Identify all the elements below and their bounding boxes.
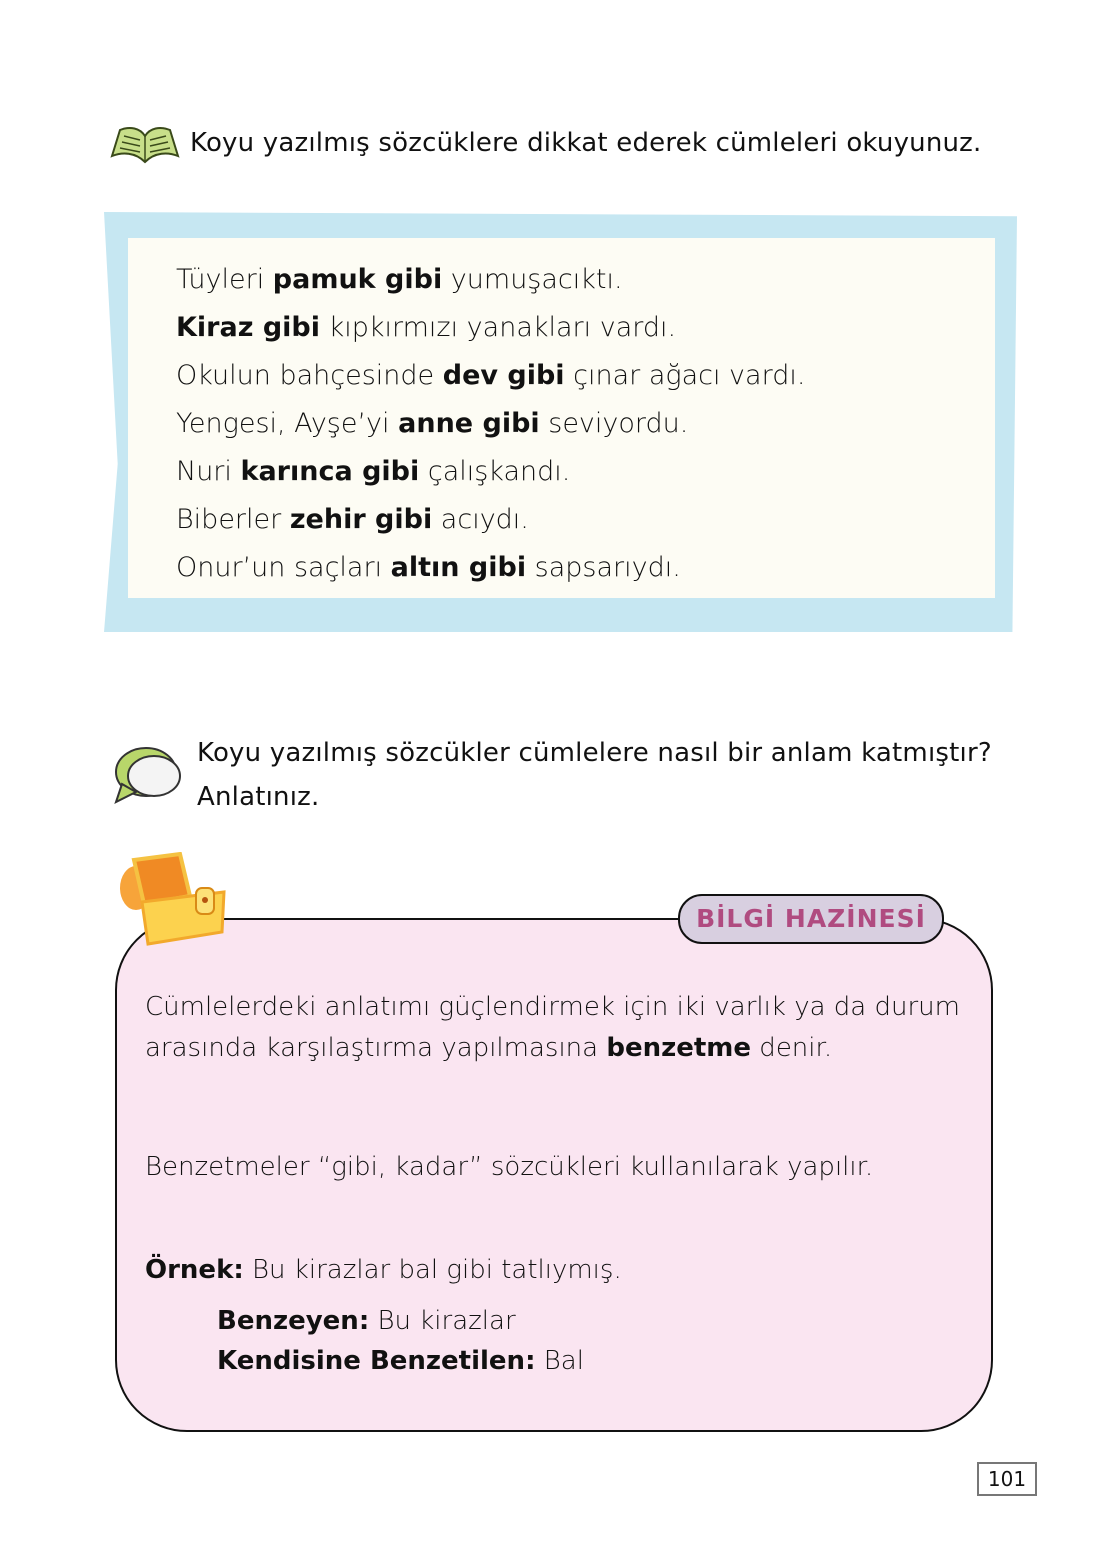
text: kıpkırmızı yanakları vardı. <box>320 312 677 343</box>
page-number: 101 <box>977 1462 1037 1496</box>
text: Biberler <box>176 504 290 535</box>
definition-line-1: Cümlelerdeki anlatımı güçlendirmek için iki varlık ya da durum <box>145 992 960 1022</box>
example-label: Örnek: <box>145 1255 244 1285</box>
text: arasında karşılaştırma yapılmasına <box>145 1033 607 1063</box>
text: acıydı. <box>432 504 529 535</box>
example-text: Bu kirazlar bal gibi tatlıymış. <box>243 1255 622 1285</box>
bold-phrase: karınca gibi <box>240 456 420 487</box>
example-line <box>145 1255 622 1285</box>
text: Onur’un saçları <box>176 552 391 583</box>
sentence <box>176 408 688 439</box>
text: çalışkandı. <box>419 456 571 487</box>
open-book-icon <box>110 122 180 168</box>
benzeyen-label: Benzeyen: <box>217 1306 370 1336</box>
text: denir. <box>751 1033 833 1063</box>
instruction-read: Koyu yazılmış sözcüklere dikkat ederek cümleleri okuyunuz. <box>190 128 982 158</box>
bold-phrase: anne gibi <box>398 408 540 439</box>
sentence <box>176 456 570 487</box>
bold-phrase: zehir gibi <box>289 504 433 535</box>
kendisine-line <box>217 1346 584 1376</box>
text: yumuşacıktı. <box>442 264 623 295</box>
text: Tüyleri <box>176 264 273 295</box>
sentence <box>176 264 623 295</box>
benzeyen-line <box>217 1306 516 1336</box>
text: sapsarıydı. <box>526 552 681 583</box>
text: seviyordu. <box>539 408 689 439</box>
sentence <box>176 552 681 583</box>
text: çınar ağacı vardı. <box>564 360 806 391</box>
kendisine-label: Kendisine Benzetilen: <box>217 1346 536 1376</box>
text: Okulun bahçesinde <box>176 360 443 391</box>
sentence <box>176 360 805 391</box>
text: Yengesi, Ayşe’yi <box>176 408 399 439</box>
instruction-question-2: Anlatınız. <box>197 782 320 812</box>
definition-line-2 <box>145 1033 832 1063</box>
bold-phrase: altın gibi <box>390 552 527 583</box>
benzeyen-value: Bu kirazlar <box>369 1306 516 1336</box>
sentence <box>176 504 529 535</box>
kendisine-value: Bal <box>535 1346 584 1376</box>
treasure-chest-icon <box>114 852 230 946</box>
speech-bubble-icon <box>112 744 184 806</box>
usage-note: Benzetmeler “gibi, kadar” sözcükleri kullanılarak yapılır. <box>145 1152 874 1182</box>
bold-phrase: dev gibi <box>442 360 565 391</box>
info-badge: BİLGİ HAZİNESİ <box>678 894 944 944</box>
bold-phrase: Kiraz gibi <box>176 312 320 343</box>
text: Nuri <box>176 456 241 487</box>
instruction-question: Koyu yazılmış sözcükler cümlelere nasıl bir anlam katmıştır? <box>197 738 992 768</box>
bold-term: benzetme <box>606 1033 752 1063</box>
sentence <box>176 312 676 343</box>
bold-phrase: pamuk gibi <box>272 264 443 295</box>
